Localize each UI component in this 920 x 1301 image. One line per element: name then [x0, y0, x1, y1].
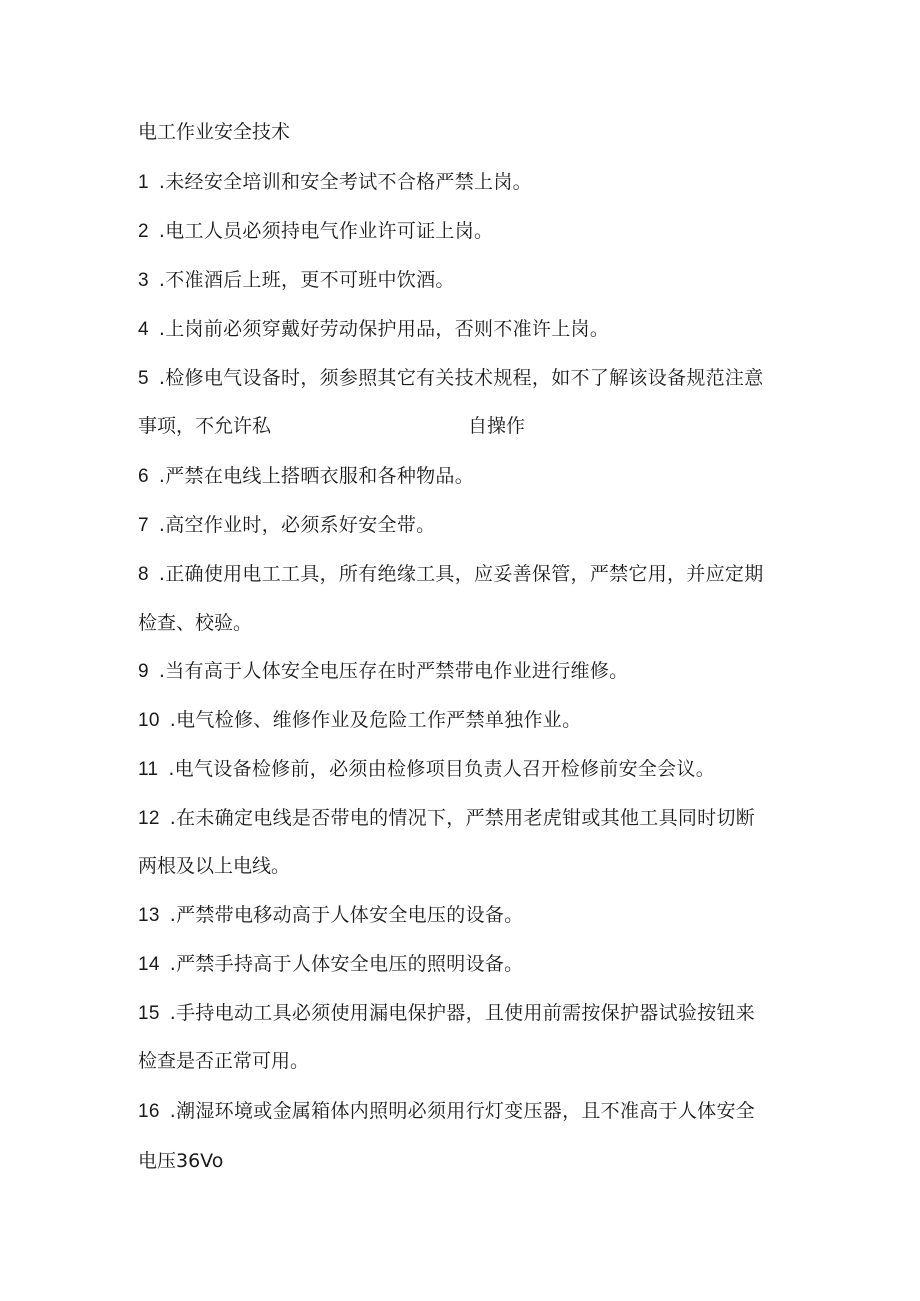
rule-number: 9: [138, 661, 149, 682]
rule-item-8-continuation: 检查、校验。: [138, 612, 253, 634]
rule-text: .高空作业时，必须系好安全带。: [158, 514, 436, 536]
rule-item-15-continuation: 检查是否正常可用。: [138, 1050, 310, 1072]
rule-text: .电气设备检修前，必须由检修项目负责人召开检修前安全会议。: [168, 758, 716, 780]
rule-item-4: [138, 315, 609, 344]
rule-item-9: [138, 657, 628, 686]
rule-text: .潮湿环境或金属箱体内照明必须用行灯变压器，且不准高于人体安全: [169, 1100, 756, 1122]
rule-number: 14: [138, 954, 160, 975]
rule-text: .上岗前必须穿戴好劳动保护用品，否则不准许上岗。: [158, 318, 610, 340]
rule-item-1: [138, 168, 532, 197]
rule-text: .严禁手持高于人体安全电压的照明设备。: [169, 953, 524, 975]
rule-number: 4: [138, 319, 149, 340]
rule-text: .当有高于人体安全电压存在时严禁带电作业进行维修。: [158, 660, 629, 682]
rule-number: 11: [138, 759, 159, 780]
rule-item-5: [138, 364, 764, 393]
rule-item-5-continuation-b: 自操作: [468, 415, 526, 437]
rule-item-14: [138, 950, 523, 979]
rule-number: 10: [138, 710, 160, 731]
rule-item-6: [138, 462, 474, 491]
rule-number: 8: [138, 564, 149, 585]
rule-item-15: [138, 999, 755, 1028]
rule-item-2: [138, 217, 493, 246]
rule-item-5-continuation-a: 事项，不允许私: [138, 415, 272, 437]
rule-number: 15: [138, 1003, 160, 1024]
rule-text: .严禁在电线上搭晒衣服和各种物品。: [158, 465, 475, 487]
rule-item-10: [138, 706, 581, 735]
rule-number: 1: [138, 172, 149, 193]
rule-item-12-continuation: 两根及以上电线。: [138, 855, 291, 877]
rule-text: .严禁带电移动高于人体安全电压的设备。: [169, 904, 524, 926]
rule-item-8: [138, 560, 764, 589]
rule-item-12: [138, 804, 755, 833]
rule-text: .电气检修、维修作业及危险工作严禁单独作业。: [169, 709, 582, 731]
rule-text: .手持电动工具必须使用漏电保护器，且使用前需按保护器试验按钮来: [169, 1002, 756, 1024]
rule-text: .电工人员必须持电气作业许可证上岗。: [158, 220, 494, 242]
rule-number: 3: [138, 270, 149, 291]
document-title: 电工作业安全技术: [138, 121, 291, 143]
rule-number: 2: [138, 221, 149, 242]
rule-item-16: [138, 1097, 755, 1126]
rule-text: .检修电气设备时，须参照其它有关技术规程，如不了解该设备规范注意: [158, 367, 764, 389]
rule-item-3: [138, 266, 455, 295]
rule-number: 5: [138, 368, 149, 389]
rule-number: 7: [138, 515, 149, 536]
rule-number: 16: [138, 1101, 160, 1122]
rule-number: 12: [138, 808, 160, 829]
rule-text: .在未确定电线是否带电的情况下，严禁用老虎钳或其他工具同时切断: [169, 807, 756, 829]
rule-number: 13: [138, 905, 160, 926]
rule-item-13: [138, 901, 523, 930]
rule-number: 6: [138, 466, 149, 487]
rule-text: .未经安全培训和安全考试不合格严禁上岗。: [158, 171, 532, 193]
rule-text: .不准酒后上班，更不可班中饮酒。: [158, 269, 455, 291]
rule-item-7: [138, 511, 435, 540]
rule-item-16-continuation: 电压36Vo: [138, 1150, 224, 1172]
rule-text: .正确使用电工工具，所有绝缘工具，应妥善保管，严禁它用，并应定期: [158, 563, 764, 585]
rule-item-11: [138, 755, 715, 784]
